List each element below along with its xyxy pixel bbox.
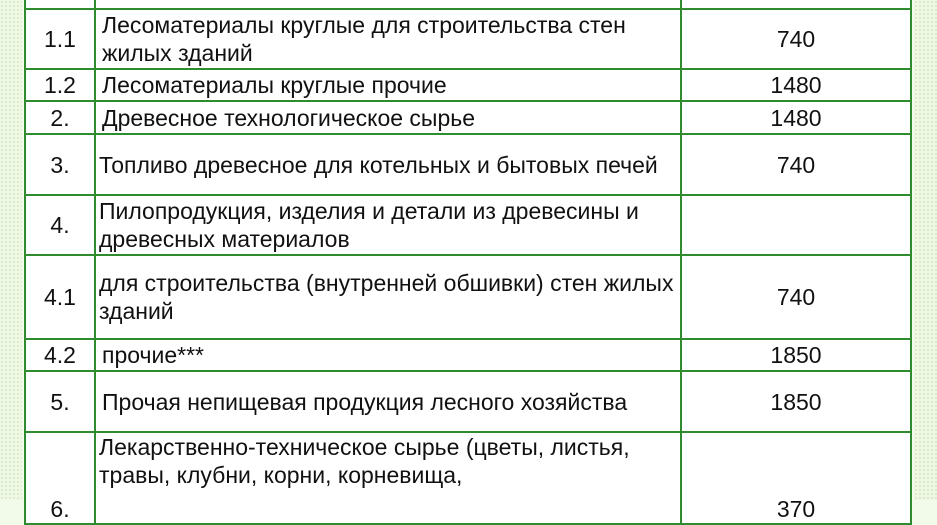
row-name: Пилопродукция, изделия и детали из древесины и древесных материалов — [95, 195, 681, 255]
price-table — [24, 0, 912, 525]
table-row — [25, 255, 911, 339]
table-row — [25, 195, 911, 255]
table-row — [25, 371, 911, 432]
row-name: Топливо древесное для котельных и бытовых печей — [95, 134, 681, 195]
row-name: Лесоматериалы круглые для строительства стен жилых зданий — [95, 9, 681, 69]
row-value: 740 — [681, 134, 911, 195]
row-number: 4.2 — [25, 339, 95, 371]
row-number: 4.1 — [25, 255, 95, 339]
row-value: 740 — [681, 255, 911, 339]
table-row — [25, 432, 911, 524]
table-row-clipped-top — [25, 0, 911, 9]
row-value: 1480 — [681, 101, 911, 134]
row-name: Прочая непищевая продукция лесного хозяйства — [95, 371, 681, 432]
row-value: 1850 — [681, 371, 911, 432]
table-row — [25, 9, 911, 69]
table-row — [25, 134, 911, 195]
row-number: 3. — [25, 134, 95, 195]
row-value — [681, 195, 911, 255]
table-row — [25, 69, 911, 101]
row-number: 6. — [25, 432, 95, 524]
table-row — [25, 339, 911, 371]
row-name: Лесоматериалы круглые прочие — [95, 69, 681, 101]
row-name: Древесное технологическое сырье — [95, 101, 681, 134]
row-number: 4. — [25, 195, 95, 255]
row-number: 5. — [25, 371, 95, 432]
row-name: для строительства (внутренней обшивки) стен жилых зданий — [95, 255, 681, 339]
row-number: 1.2 — [25, 69, 95, 101]
page-margin-left — [0, 0, 22, 500]
row-number: 1.1 — [25, 9, 95, 69]
row-number: 2. — [25, 101, 95, 134]
row-name: Лекарственно-техническое сырье (цветы, листья, травы, клубни, корни, корневища, — [95, 432, 681, 524]
row-value: 740 — [681, 9, 911, 69]
row-value: 370 — [681, 432, 911, 524]
page-margin-right — [914, 0, 937, 500]
row-value: 1480 — [681, 69, 911, 101]
table-row — [25, 101, 911, 134]
row-value: 1850 — [681, 339, 911, 371]
row-name: прочие*** — [95, 339, 681, 371]
